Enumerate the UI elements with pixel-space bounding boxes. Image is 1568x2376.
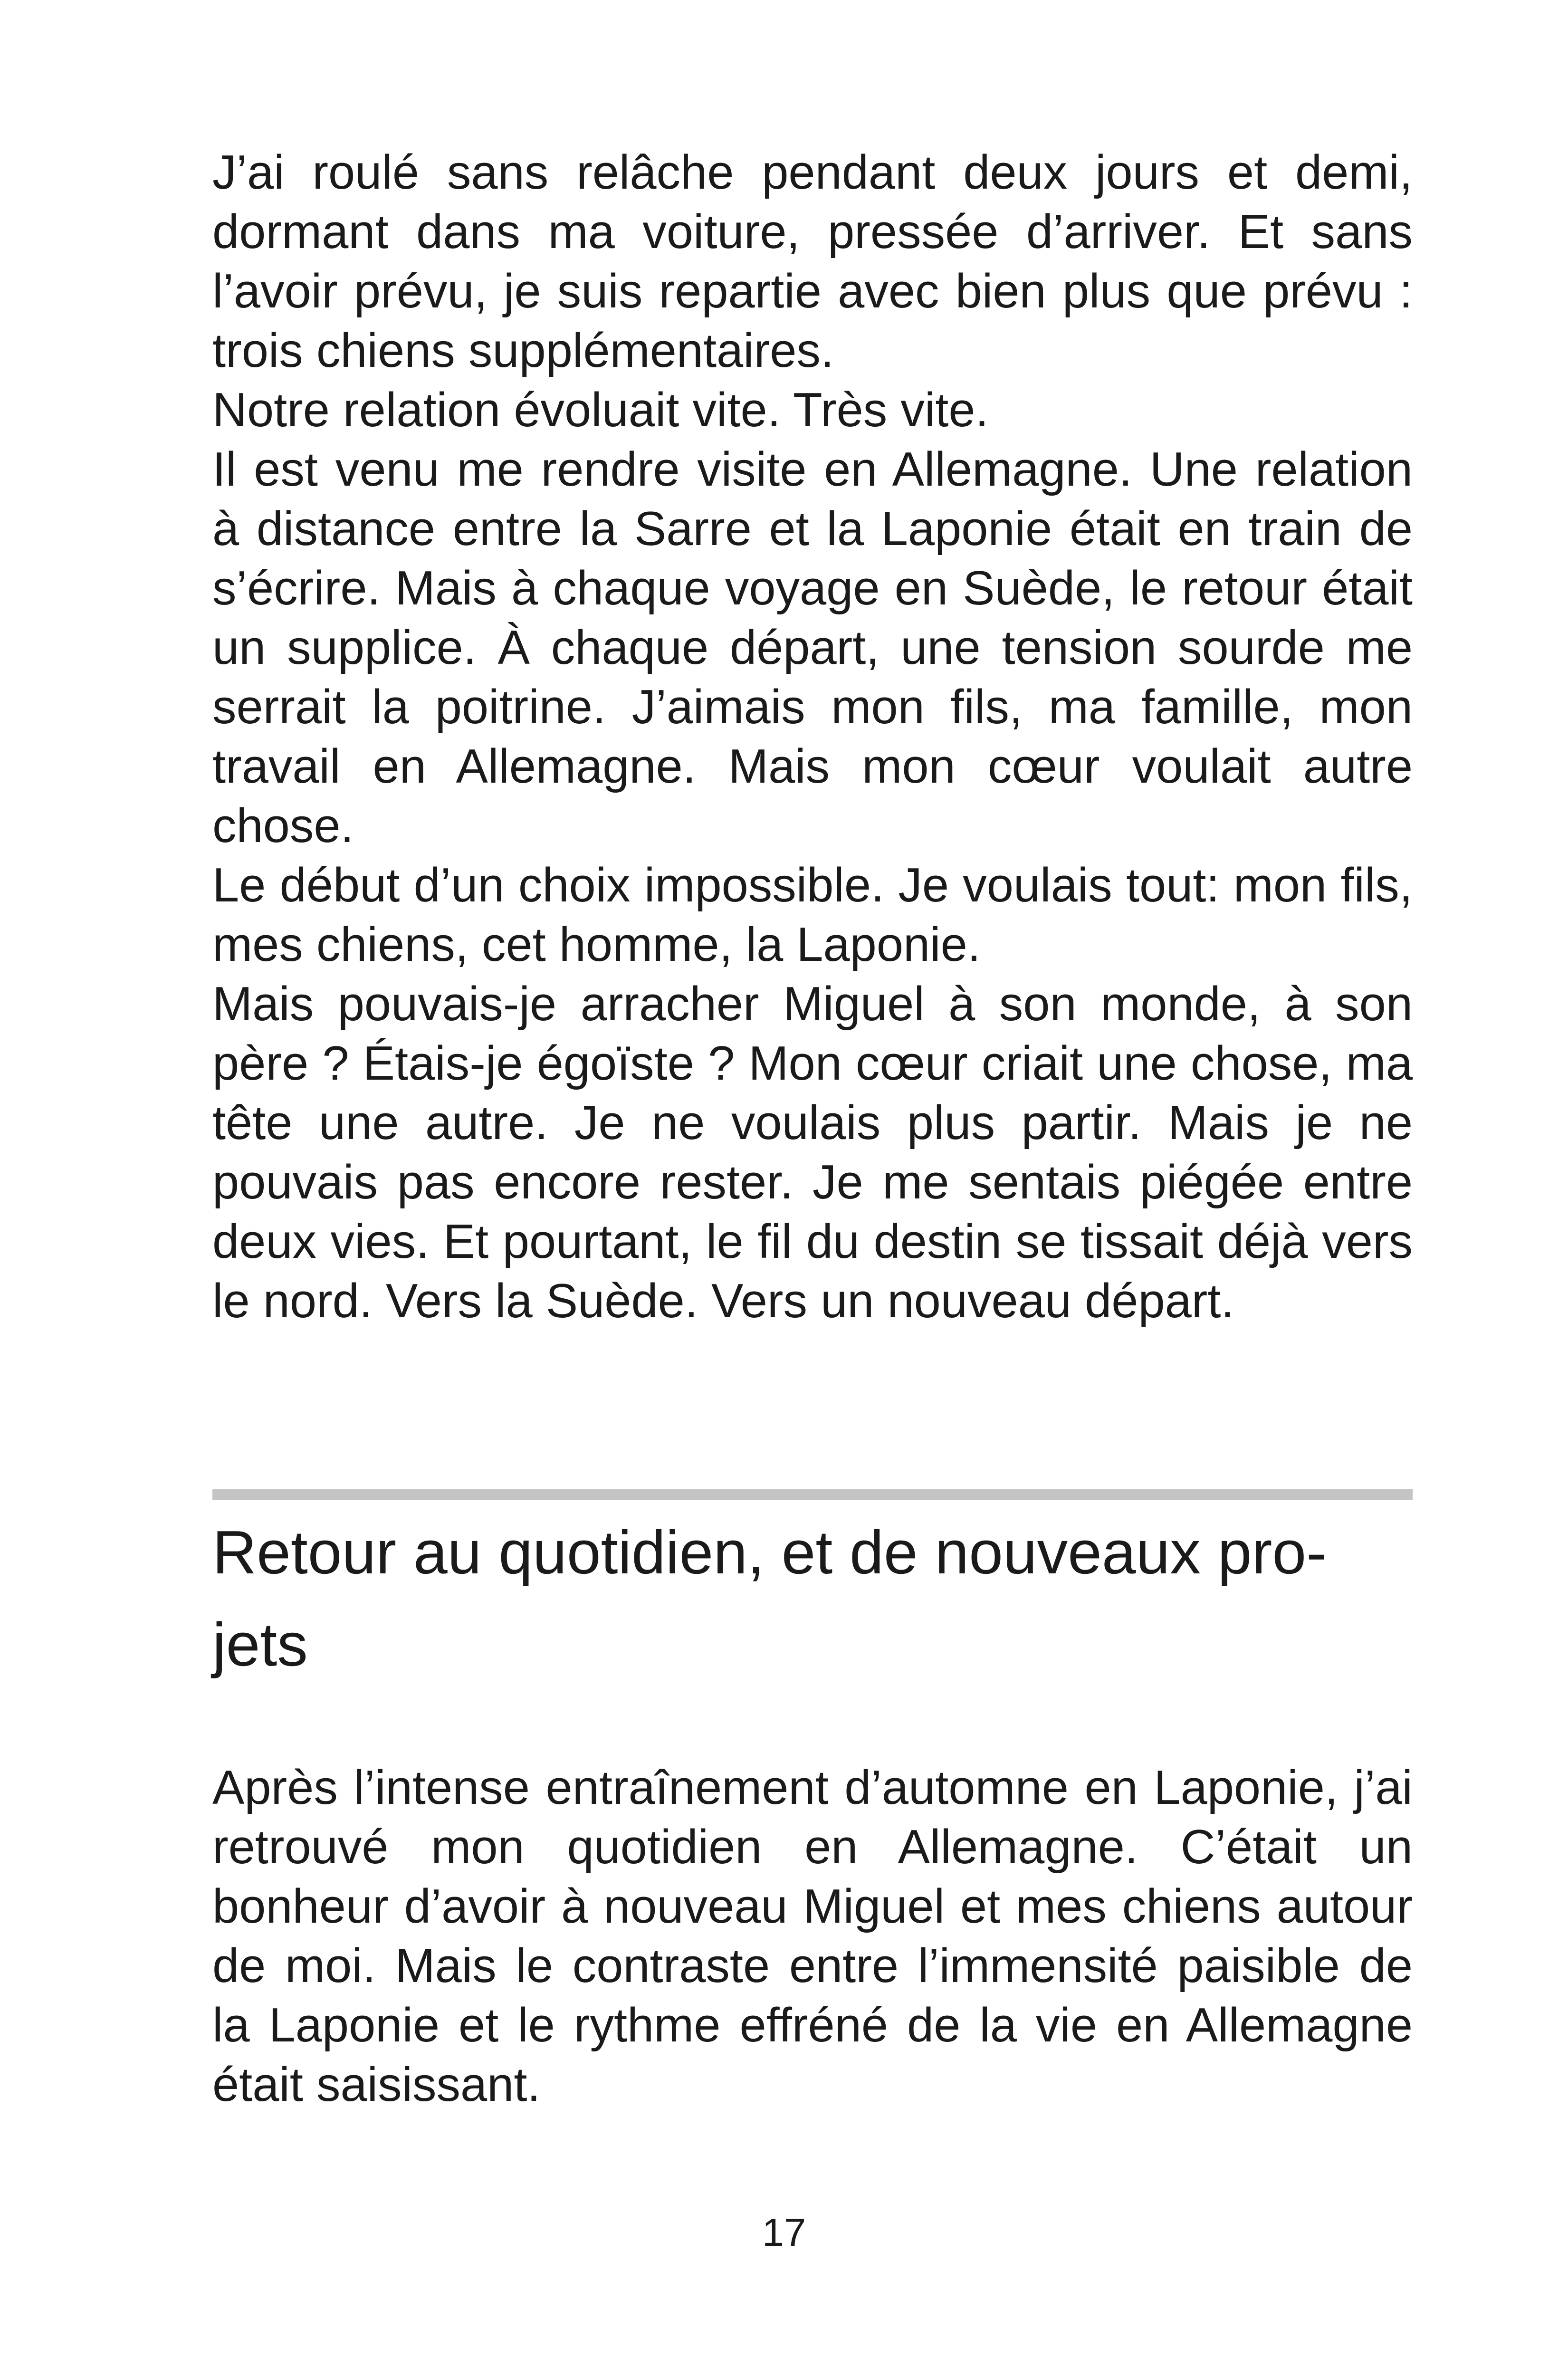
body-text-section-1 — [212, 143, 1413, 1331]
section-heading — [212, 1506, 1413, 1691]
section-heading-line: jets — [212, 1610, 308, 1679]
paragraph: Le début d’un choix impossible. Je voulais tout: mon fils, mes chiens, cet homme, la Laponie. — [212, 859, 1413, 971]
section-divider — [212, 1489, 1413, 1500]
paragraph: Il est venu me rendre visite en Allemagne. Une relation à distance entre la Sarre et la Laponie était en train de s’écrire. Mais à chaque voyage en Suède, le retour était un supplice. À chaque départ, une tension sourde me serrait la poitrine. J’aimais mon fils, ma famille, mon travail en Allemagne. Mais mon cœur voulait autre chose. — [212, 443, 1413, 853]
paragraph: Notre relation évoluait vite. Très vite. — [212, 383, 989, 437]
paragraph: Après l’intense entraînement d’automne en Laponie, j’ai retrouvé mon quotidien en Allemagne. C’était un bonheur d’avoir à nouveau Miguel et mes chiens autour de moi. Mais le contraste entre l’immensité paisible de la Laponie et le rythme effréné de la vie en Allemagne était saisissant. — [212, 1761, 1413, 2111]
paragraph: J’ai roulé sans relâche pendant deux jours et demi, dormant dans ma voiture, pressée d’arriver. Et sans l’avoir prévu, je suis repartie avec bien plus que prévu : trois chiens supplémentaires. — [212, 146, 1413, 377]
body-text-section-2 — [212, 1758, 1413, 2115]
section-heading-line: Retour au quotidien, et de nouveaux pro- — [212, 1518, 1327, 1587]
page-number: 17 — [762, 2210, 806, 2254]
paragraph: Mais pouvais-je arracher Miguel à son monde, à son père ? Étais-je égoïste ? Mon cœur criait une chose, ma tête une autre. Je ne voulais plus partir. Mais je ne pouvais pas encore rester. Je me sentais piégée entre deux vies. Et pourtant, le fil du destin se tissait déjà vers le nord. Vers la Suède. Vers un nouveau départ. — [212, 977, 1413, 1328]
